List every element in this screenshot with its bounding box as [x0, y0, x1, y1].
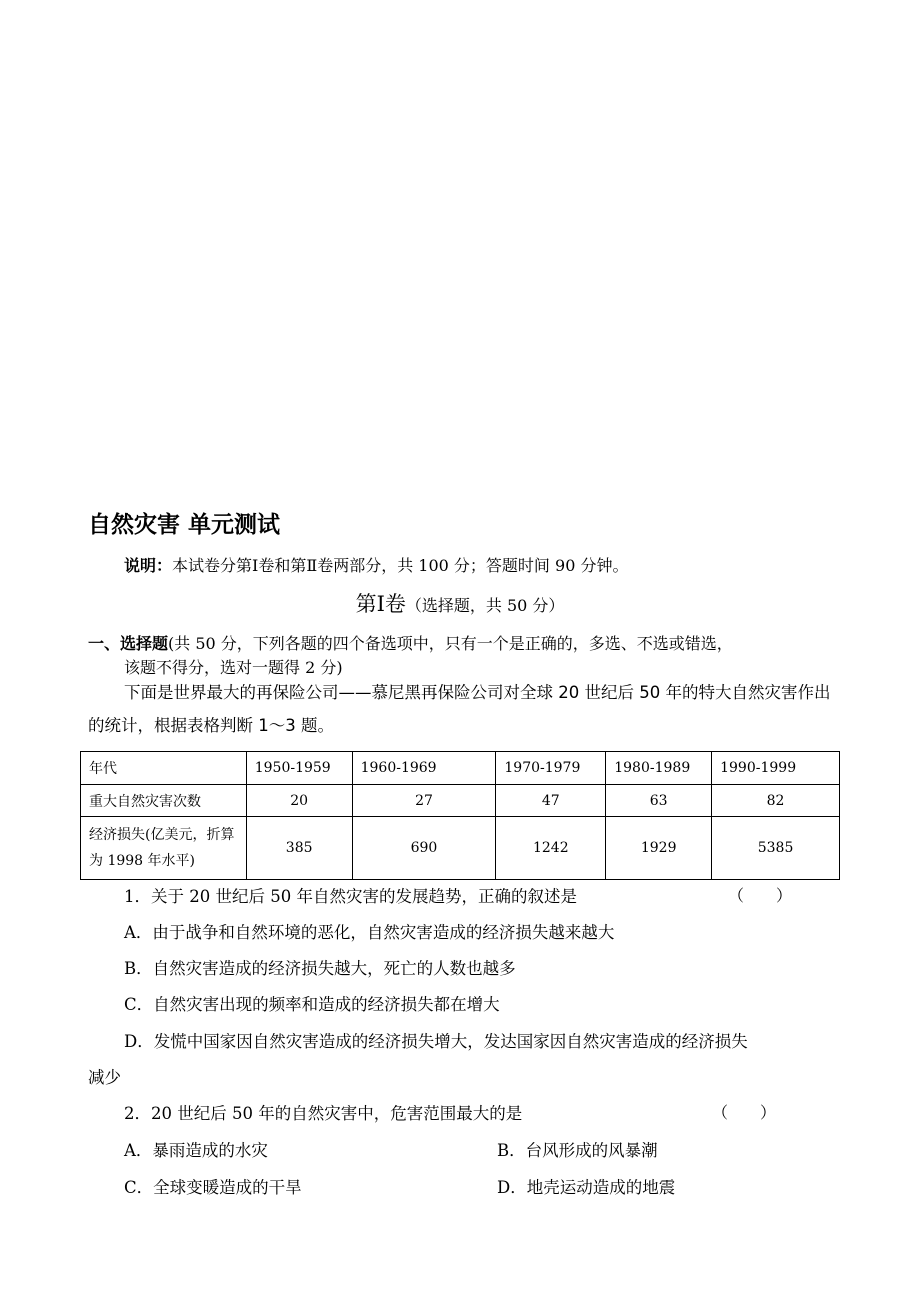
page-title: 自然灾害 单元测试 [88, 512, 281, 538]
option-b: B．自然灾害造成的经济损失越大，死亡的人数也越多 [124, 959, 516, 978]
intro-paragraph: 下面是世界最大的再保险公司——慕尼黑再保险公司对全球 20 世纪后 50 年的特大自然灾害作出的统计，根据表格判断 1～3 题。 [88, 683, 831, 735]
table-header-cell: 1970-1979 [496, 752, 606, 785]
table-row [81, 817, 840, 880]
option-c: C．全球变暖造成的干旱 [124, 1178, 302, 1197]
table-header-cell: 1950-1959 [246, 752, 352, 785]
answer-bracket: （ ） [728, 886, 793, 905]
table-header-cell: 年代 [81, 752, 247, 785]
section-text-1: (共 50 分，下列各题的四个备选项中，只有一个是正确的，多选、不选或错选， [168, 634, 733, 653]
table-cell: 经济损失(亿美元，折算为 1998 年水平) [81, 817, 247, 880]
table-cell: 82 [712, 785, 840, 817]
table-cell: 63 [606, 785, 712, 817]
table-cell: 20 [246, 785, 352, 817]
table-cell: 重大自然灾害次数 [81, 785, 247, 817]
table-cell: 385 [246, 817, 352, 880]
table-cell: 1242 [496, 817, 606, 880]
question-stem: 2．20 世纪后 50 年的自然灾害中，危害范围最大的是 [124, 1104, 523, 1123]
option-d: D．发慌中国家因自然灾害造成的经济损失增大，发达国家因自然灾害造成的经济损失 [124, 1032, 748, 1051]
instructions-text: 本试卷分第Ⅰ卷和第Ⅱ卷两部分，共 100 分；答题时间 90 分钟。 [172, 556, 629, 575]
table-header-cell: 1980-1989 [606, 752, 712, 785]
instructions [124, 553, 628, 576]
option-d-continued: 减少 [88, 1068, 121, 1087]
table-cell: 27 [352, 785, 496, 817]
table-cell: 1929 [606, 817, 712, 880]
section-heading [88, 632, 848, 680]
option-a: A．暴雨造成的水灾 [124, 1141, 268, 1160]
table-header-row [81, 752, 840, 785]
section-text-2: 该题不得分，选对一题得 2 分) [124, 658, 343, 677]
question-stem: 1．关于 20 世纪后 50 年自然灾害的发展趋势，正确的叙述是 [124, 887, 577, 906]
statistics-table [80, 751, 840, 880]
answer-bracket: （ ） [712, 1103, 777, 1122]
part-title: 第Ⅰ卷 [355, 592, 406, 616]
table-row [81, 785, 840, 817]
table-header-cell: 1990-1999 [712, 752, 840, 785]
section-label: 一、选择题 [88, 634, 169, 653]
table-header-cell: 1960-1969 [352, 752, 496, 785]
part-heading [0, 588, 920, 618]
option-d: D．地壳运动造成的地震 [497, 1178, 676, 1197]
option-c: C．自然灾害出现的频率和造成的经济损失都在增大 [124, 995, 500, 1014]
option-b: B．台风形成的风暴潮 [497, 1141, 658, 1160]
table-cell: 47 [496, 785, 606, 817]
table-cell: 5385 [712, 817, 840, 880]
table-cell: 690 [352, 817, 496, 880]
option-a: A．由于战争和自然环境的恶化，自然灾害造成的经济损失越来越大 [124, 923, 615, 942]
instructions-label: 说明： [124, 556, 173, 575]
part-subtitle: （选择题，共 50 分） [405, 596, 565, 615]
